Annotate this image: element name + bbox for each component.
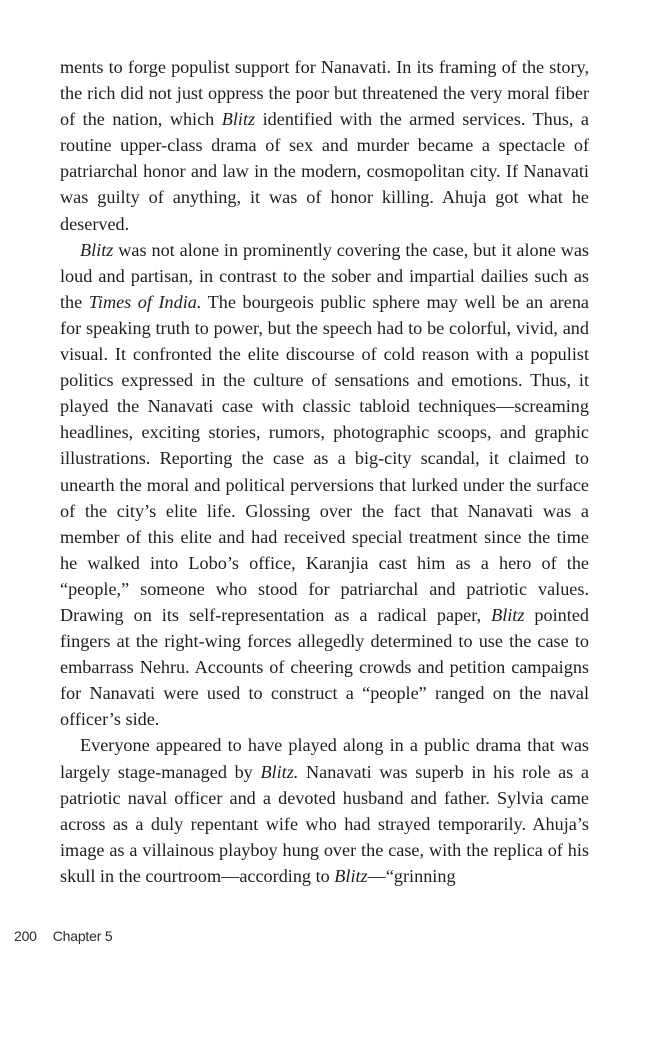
italic-text-segment: Blitz. [260, 761, 299, 782]
text-segment: —“grinning [367, 865, 456, 886]
text-segment: The bourgeois public sphere may well be an arena for speaking truth to power, but the speech had to be colorful, vivid, and visual. It confronted the elite discourse of cold reason with a populist politics expressed in the culture of sensations and emotions. Thus, it played the Nanavati case with classic tabloid techniques—screaming headlines, exciting stories, rumors, photographic scoops, and graphic illustrations. Reporting the case as a big-city scandal, it claimed to unearth the moral and political perversions that lurked under the surface of the city’s elite life. Glossing over the fact that Nanavati was a member of this elite and had received special treatment since the time he walked into Lobo’s office, Karanjia cast him as a hero of the “people,” someone who stood for patriarchal and patriotic values. Drawing on its self-representation as a radical paper, [60, 291, 589, 625]
body-text [60, 54, 589, 889]
italic-text-segment: Times of India. [88, 291, 202, 312]
paragraph [60, 54, 589, 237]
page-number: 200 [14, 928, 37, 944]
paragraph [60, 237, 589, 733]
paragraph [60, 732, 589, 889]
text-segment: Everyone appeared to have played along in a public drama that was largely stage-managed by [60, 735, 589, 782]
text-segment: pointed fingers at the right-wing forces allegedly determined to use the case to embarrass Nehru. Accounts of cheering crowds and petition campaigns for Nanavati were used to construct a “people” ranged on the naval officer’s side. [60, 604, 589, 730]
text-segment: was not alone in prominently covering the case, but it alone was loud and partisan, in contrast to the sober and impartial dailies such as the [60, 239, 589, 312]
italic-text-segment: Blitz [221, 109, 256, 130]
chapter-label: Chapter 5 [52, 928, 113, 944]
page-footer [14, 928, 112, 944]
italic-text-segment: Blitz [491, 604, 525, 625]
italic-text-segment: Blitz [80, 239, 114, 260]
text-segment: Nanavati was superb in his role as a patriotic naval officer and a devoted husband and father. Sylvia came across as a duly repentant wife who had strayed temporarily. Ahuja’s image as a villainous playboy hung over the case, with the replica of his skull in the courtroom—according to [60, 761, 589, 886]
italic-text-segment: Blitz [334, 865, 368, 886]
text-segment: identified with the armed services. Thus, a routine upper-class drama of sex and murder became a spectacle of patriarchal honor and law in the modern, cosmopolitan city. If Nanavati was guilty of anything, it was of honor killing. Ahuja got what he deserved. [60, 109, 589, 234]
text-segment: ments to forge populist support for Nanavati. In its framing of the story, the rich did not just oppress the poor but threatened the very moral fiber of the nation, which [60, 57, 589, 130]
